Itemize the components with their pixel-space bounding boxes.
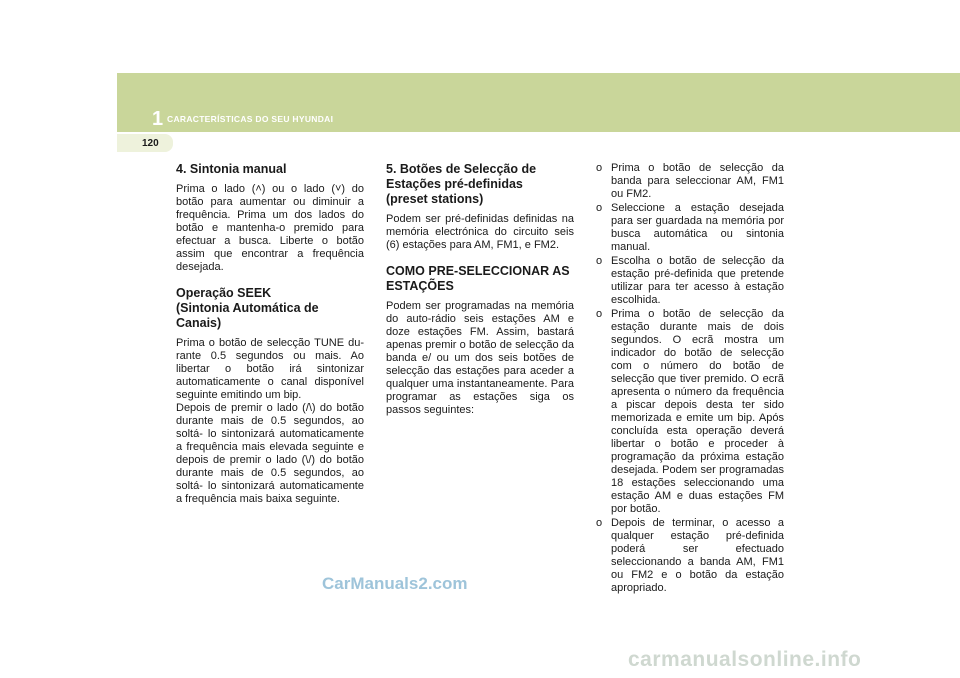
paragraph-how-to-preset: Podem ser programadas na memória do auto-rádio seis estações AM e doze estações FM. Assim, bastará apenas premir o botão de selecção da banda e/ ou um dos seis botões de selecção das estações para aceder a qualquer uma instantaneamente. Para programar as estações siga os passos seguintes: — [386, 300, 574, 416]
heading-preset-buttons — [386, 162, 574, 207]
bullet-marker: o — [596, 255, 603, 267]
heading-preset-line2: Estações pré-definidas — [386, 177, 523, 191]
list-item — [596, 162, 784, 201]
heading-manual-tuning: 4. Sintonia manual — [176, 162, 287, 176]
heading-seek-line2: (Sintonia Automática de Canais) — [176, 301, 319, 330]
paragraph-preset-intro: Podem ser pré-definidas definidas na memória electrónica do circuito seis (6) estações para AM, FM1, e FM2. — [386, 213, 574, 251]
heading-how-to-preset: COMO PRE-SELECCIONAR AS ESTAÇÕES — [386, 264, 570, 293]
list-item — [596, 255, 784, 307]
chapter-number: 1 — [152, 108, 164, 130]
list-item — [596, 202, 784, 254]
bullet-marker: o — [596, 202, 603, 214]
watermark-link-carmanualsonline[interactable]: carmanualsonline.info — [628, 648, 862, 671]
page-number: 120 — [142, 138, 159, 149]
list-item — [596, 308, 784, 516]
preset-steps-list — [596, 162, 784, 595]
heading-preset-line3: (preset stations) — [386, 192, 484, 206]
chapter-title: CARACTERÍSTICAS DO SEU HYUNDAI — [167, 114, 334, 124]
bullet-marker: o — [596, 517, 603, 529]
list-item-text: Seleccione a estação desejada para ser guardada na memória por busca automática ou sintonia manual. — [611, 202, 784, 253]
heading-seek — [176, 286, 364, 331]
list-item — [596, 517, 784, 595]
list-item-text: Prima o botão de selecção da estação durante mais de dois segundos. O ecrã mostra um indicador do botão de selecção com o número do botão de selecção que tiver premido. O ecrã apresenta o número da frequência a piscar depois desta ter sido memorizada e emite um bip. Após concluída esta operação deverá libertar o botão e proceder à programação da próxima estação desejada. Podem ser programadas 18 estações seleccionando uma estação AM e duas estações FM por botão. — [611, 308, 784, 515]
heading-preset-line1: 5. Botões de Selecção de — [386, 162, 537, 176]
list-item-text: Prima o botão de selecção da banda para seleccionar AM, FM1 ou FM2. — [611, 162, 784, 200]
column-manual-tuning — [176, 162, 364, 512]
paragraph-manual-tuning: Prima o lado (˄) ou o lado (˅) do botão para aumentar ou diminuir a frequência. Prima um dos lados do botão e mantenha-o premido para efectuar a busca. Liberte o botão assim que encontrar a frequência desejada. — [176, 183, 364, 273]
column-preset-steps — [596, 162, 784, 596]
list-item-text: Depois de terminar, o acesso a qualquer estação pré-definida poderá ser efectuado seleccionando a banda AM, FM1 ou FM2 e o botão da estação apropriado. — [611, 517, 784, 594]
watermark-link-carmanuals2[interactable]: CarManuals2.com — [322, 574, 468, 593]
column-preset-buttons — [386, 162, 574, 423]
heading-seek-line1: Operação SEEK — [176, 286, 272, 300]
paragraph-seek-2: Depois de premir o lado (/\) do botão durante mais de 0.5 segundos, ao soltá- lo sintonizará automaticamente a frequência mais elevada seguinte e depois de premir o lado (\/) do botão durante mais de 0.5 segundos, ao soltá- lo sintonizará automaticamente a frequência mais baixa seguinte. — [176, 402, 364, 505]
bullet-marker: o — [596, 308, 603, 320]
bullet-marker: o — [596, 162, 603, 174]
paragraph-seek-1: Prima o botão de selecção TUNE du- rante 0.5 segundos ou mais. Ao libertar o botão irá sintonizar automaticamente o canal disponível seguinte emitindo um bip. — [176, 337, 364, 401]
list-item-text: Escolha o botão de selecção da estação pré-definida que pretende utilizar para ter acesso à estação escolhida. — [611, 255, 784, 306]
